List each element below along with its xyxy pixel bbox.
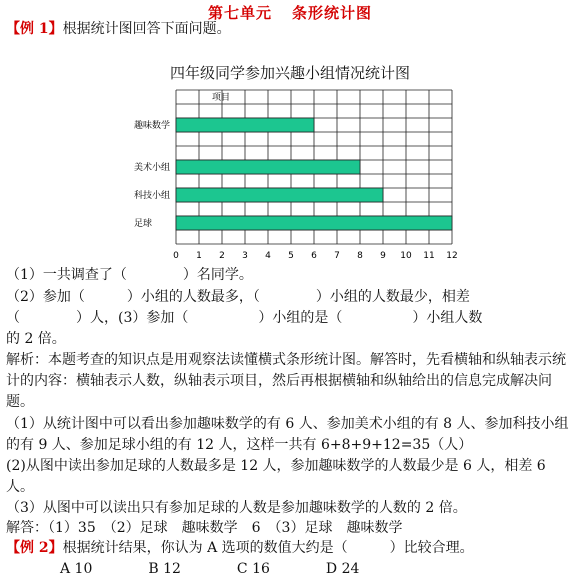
category-label: 科技小组 <box>134 191 171 201</box>
x-tick-label: 9 <box>380 251 386 261</box>
x-tick-label: 4 <box>265 251 271 261</box>
chart-title: 四年级同学参加兴趣小组情况统计图 <box>169 64 410 82</box>
bar-4 <box>176 216 452 230</box>
bar-2 <box>176 160 360 174</box>
example2-tag: 【例 2】 <box>6 540 63 556</box>
x-tick-label: 12 <box>446 251 458 261</box>
y-axis-label: 项目 <box>212 93 231 103</box>
x-tick-label: 5 <box>288 251 294 261</box>
x-tick-label: 2 <box>219 251 225 261</box>
analysis-paragraph-2: （1）从统计图中可以看出参加趣味数学的有 6 人、参加美术小组的有 8 人、参加科技小组的有 9 人、参加足球小组的有 12 人，这样一共有 6+8+9+12=35（人） <box>6 416 569 453</box>
x-tick-label: 11 <box>423 251 435 261</box>
example1-heading <box>6 20 231 38</box>
example2-heading <box>6 539 474 557</box>
x-tick-label: 7 <box>334 251 340 261</box>
x-tick-label: 0 <box>173 251 179 261</box>
x-tick-label: 10 <box>400 251 412 261</box>
analysis-paragraph-3: (2)从图中读出参加足球的人数最多是 12 人，参加趣味数学的人数最少是 6 人，相差 6 人。 <box>6 458 546 495</box>
x-tick-label: 1 <box>196 251 202 261</box>
bar-1 <box>176 118 314 132</box>
x-tick-label: 3 <box>242 251 248 261</box>
question-2-line-a: （2）参加（ ）小组的人数最多，（ ）小组的人数最少，相差 <box>6 289 470 305</box>
analysis-paragraph-1: 解析：本题考查的知识点是用观察法读懂横式条形统计图。解答时，先看横轴和纵轴表示统计的内容：横轴表示人数，纵轴表示项目，然后再根据横轴和纵轴给出的信息完成解决问题。 <box>6 352 566 410</box>
bar-3 <box>176 188 383 202</box>
analysis-paragraph-4: （3）从图中可以读出只有参加足球的人数是参加趣味数学的人数的 2 倍。 <box>6 500 467 516</box>
example1-prompt: 根据统计图回答下面问题。 <box>62 21 231 37</box>
answer-line: 解答：（1）35 （2）足球 趣味数学 6 （3）足球 趣味数学 <box>6 520 403 536</box>
unit-label: 第七单元 <box>207 4 272 22</box>
chart-tick-labels <box>173 251 458 261</box>
question-1: （1）一共调查了（ ）名同学。 <box>6 267 253 283</box>
x-tick-label: 6 <box>311 251 317 261</box>
example2-prompt: 根据统计结果，你认为 A 选项的数值大约是（ ）比较合理。 <box>62 540 474 556</box>
chart-category-labels <box>134 119 170 229</box>
example1-tag: 【例 1】 <box>6 21 63 37</box>
category-label: 美术小组 <box>134 163 171 173</box>
bar-chart <box>124 84 460 262</box>
unit-topic: 条形统计图 <box>292 4 373 22</box>
x-tick-label: 8 <box>357 251 363 261</box>
category-label: 足球 <box>134 219 153 229</box>
category-label: 趣味数学 <box>134 121 171 131</box>
question-2-line-b: （ ）人，(3）参加（ ）小组的是（ ）小组人数 <box>6 310 483 326</box>
question-2-line-c: 的 2 倍。 <box>6 331 66 347</box>
example2-options: A 10 B 12 C 16 D 24 <box>60 561 360 577</box>
